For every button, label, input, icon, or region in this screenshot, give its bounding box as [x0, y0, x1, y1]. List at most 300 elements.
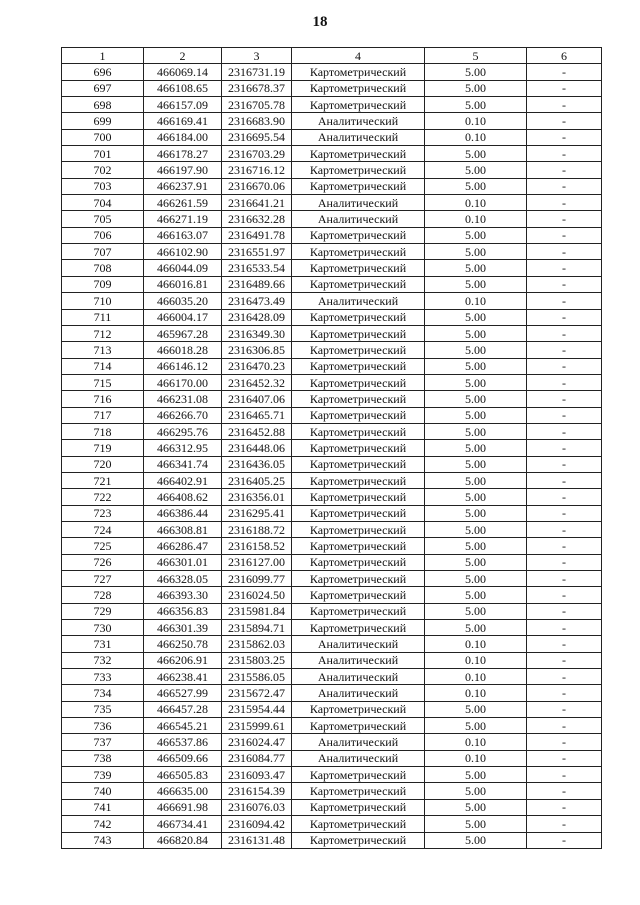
table-cell: -: [527, 538, 602, 554]
table-cell: 2315862.03: [222, 636, 292, 652]
table-cell: -: [527, 472, 602, 488]
table-cell: 722: [62, 489, 144, 505]
table-cell: Картометрический: [292, 374, 425, 390]
table-cell: 2316436.05: [222, 456, 292, 472]
table-cell: 5.00: [425, 374, 527, 390]
table-cell: Картометрический: [292, 260, 425, 276]
table-cell: -: [527, 80, 602, 96]
table-row: [62, 325, 602, 341]
table-cell: 5.00: [425, 162, 527, 178]
table-cell: Аналитический: [292, 685, 425, 701]
table-cell: 2316452.88: [222, 423, 292, 439]
table-cell: 0.10: [425, 113, 527, 129]
table-cell: 2316641.21: [222, 195, 292, 211]
table-cell: 2316452.32: [222, 374, 292, 390]
table-cell: 466250.78: [144, 636, 222, 652]
table-cell: 466069.14: [144, 64, 222, 80]
table-row: [62, 734, 602, 750]
table-cell: 2316632.28: [222, 211, 292, 227]
table-cell: -: [527, 162, 602, 178]
table-cell: 5.00: [425, 620, 527, 636]
table-cell: -: [527, 342, 602, 358]
table-row: [62, 227, 602, 243]
table-cell: 5.00: [425, 538, 527, 554]
table-cell: -: [527, 832, 602, 848]
column-header: 5: [425, 48, 527, 64]
table-row: [62, 718, 602, 734]
table-cell: 2315999.61: [222, 718, 292, 734]
table-cell: 5.00: [425, 407, 527, 423]
table-cell: 5.00: [425, 97, 527, 113]
table-row: [62, 309, 602, 325]
table-cell: Картометрический: [292, 587, 425, 603]
table-row: [62, 64, 602, 80]
table-cell: 5.00: [425, 244, 527, 260]
table-cell: 2315954.44: [222, 701, 292, 717]
table-cell: 466184.00: [144, 129, 222, 145]
table-cell: 2316465.71: [222, 407, 292, 423]
table-cell: 2316407.06: [222, 391, 292, 407]
table-cell: Аналитический: [292, 734, 425, 750]
table-cell: 2316470.23: [222, 358, 292, 374]
table-cell: 2316731.19: [222, 64, 292, 80]
table-cell: 466312.95: [144, 440, 222, 456]
table-cell: 721: [62, 472, 144, 488]
table-cell: 731: [62, 636, 144, 652]
table-row: [62, 97, 602, 113]
table-cell: 705: [62, 211, 144, 227]
table-cell: 466271.19: [144, 211, 222, 227]
table-row: [62, 472, 602, 488]
table-cell: Картометрический: [292, 783, 425, 799]
table-cell: Картометрический: [292, 358, 425, 374]
table-cell: 466169.41: [144, 113, 222, 129]
table-cell: 5.00: [425, 309, 527, 325]
table-cell: 730: [62, 620, 144, 636]
table-cell: 5.00: [425, 783, 527, 799]
table-cell: 466402.91: [144, 472, 222, 488]
table-row: [62, 244, 602, 260]
column-header: 2: [144, 48, 222, 64]
table-cell: Картометрический: [292, 244, 425, 260]
table-cell: Картометрический: [292, 162, 425, 178]
table-cell: 2316703.29: [222, 146, 292, 162]
table-cell: 710: [62, 293, 144, 309]
table-cell: 742: [62, 816, 144, 832]
table-cell: 5.00: [425, 816, 527, 832]
table-cell: 5.00: [425, 80, 527, 96]
table-cell: 738: [62, 750, 144, 766]
table-cell: 2316533.54: [222, 260, 292, 276]
table-row: [62, 832, 602, 848]
table-row: [62, 701, 602, 717]
table-body: [62, 64, 602, 849]
table-cell: -: [527, 227, 602, 243]
table-row: [62, 750, 602, 766]
table-cell: 466237.91: [144, 178, 222, 194]
table-cell: 741: [62, 799, 144, 815]
table-cell: 2315803.25: [222, 652, 292, 668]
table-cell: 716: [62, 391, 144, 407]
table-row: [62, 816, 602, 832]
table-cell: 727: [62, 571, 144, 587]
table-cell: -: [527, 636, 602, 652]
table-cell: 466537.86: [144, 734, 222, 750]
table-cell: 2316678.37: [222, 80, 292, 96]
table-cell: 2316024.50: [222, 587, 292, 603]
table-cell: 466035.20: [144, 293, 222, 309]
table-cell: -: [527, 309, 602, 325]
table-row: [62, 178, 602, 194]
table-cell: 714: [62, 358, 144, 374]
table-cell: 0.10: [425, 129, 527, 145]
table-cell: 726: [62, 554, 144, 570]
table-cell: 466341.74: [144, 456, 222, 472]
table-cell: 2316683.90: [222, 113, 292, 129]
table-cell: 719: [62, 440, 144, 456]
table-cell: -: [527, 816, 602, 832]
table-cell: Картометрический: [292, 603, 425, 619]
table-cell: Картометрический: [292, 80, 425, 96]
table-cell: 709: [62, 276, 144, 292]
table-cell: 713: [62, 342, 144, 358]
table-cell: 466266.70: [144, 407, 222, 423]
table-cell: 699: [62, 113, 144, 129]
table-cell: 2315981.84: [222, 603, 292, 619]
table-cell: 466044.09: [144, 260, 222, 276]
table-cell: -: [527, 521, 602, 537]
table-cell: 466018.28: [144, 342, 222, 358]
table-cell: 466016.81: [144, 276, 222, 292]
table-cell: -: [527, 750, 602, 766]
table-cell: Картометрический: [292, 472, 425, 488]
table-row: [62, 521, 602, 537]
table-cell: 466386.44: [144, 505, 222, 521]
table-cell: 696: [62, 64, 144, 80]
table-cell: 0.10: [425, 293, 527, 309]
column-header: 4: [292, 48, 425, 64]
table-cell: Картометрический: [292, 799, 425, 815]
table-cell: Аналитический: [292, 293, 425, 309]
table-row: [62, 423, 602, 439]
table-cell: Картометрический: [292, 456, 425, 472]
table-cell: 466146.12: [144, 358, 222, 374]
table-row: [62, 276, 602, 292]
table-cell: Картометрический: [292, 620, 425, 636]
table-cell: 466231.08: [144, 391, 222, 407]
table-cell: 0.10: [425, 750, 527, 766]
page-number: 18: [312, 14, 328, 30]
table-cell: Аналитический: [292, 669, 425, 685]
table-cell: 700: [62, 129, 144, 145]
table-cell: 466505.83: [144, 767, 222, 783]
table-row: [62, 358, 602, 374]
table-cell: 2316356.01: [222, 489, 292, 505]
table-cell: -: [527, 652, 602, 668]
table-cell: 720: [62, 456, 144, 472]
table-cell: 2316428.09: [222, 309, 292, 325]
table-cell: -: [527, 701, 602, 717]
table-cell: 466301.01: [144, 554, 222, 570]
table-cell: 2316306.85: [222, 342, 292, 358]
table-cell: 725: [62, 538, 144, 554]
table-cell: 5.00: [425, 276, 527, 292]
table-cell: 5.00: [425, 571, 527, 587]
table-cell: Картометрический: [292, 178, 425, 194]
table-cell: 466328.05: [144, 571, 222, 587]
table-cell: 466004.17: [144, 309, 222, 325]
table-cell: Картометрический: [292, 342, 425, 358]
table-cell: Аналитический: [292, 750, 425, 766]
table-cell: 466286.47: [144, 538, 222, 554]
table-cell: 702: [62, 162, 144, 178]
table-cell: -: [527, 178, 602, 194]
table-cell: 2315894.71: [222, 620, 292, 636]
table-cell: -: [527, 325, 602, 341]
table-cell: Аналитический: [292, 636, 425, 652]
table-cell: 0.10: [425, 211, 527, 227]
table-cell: 718: [62, 423, 144, 439]
table-cell: 717: [62, 407, 144, 423]
table-cell: 466691.98: [144, 799, 222, 815]
table-cell: Картометрический: [292, 146, 425, 162]
table-cell: 724: [62, 521, 144, 537]
table-cell: -: [527, 685, 602, 701]
table-row: [62, 129, 602, 145]
table-cell: 466545.21: [144, 718, 222, 734]
table-row: [62, 505, 602, 521]
table-cell: 5.00: [425, 701, 527, 717]
table-cell: 697: [62, 80, 144, 96]
table-cell: 5.00: [425, 440, 527, 456]
table-cell: 704: [62, 195, 144, 211]
table-cell: Аналитический: [292, 113, 425, 129]
table-cell: Картометрический: [292, 407, 425, 423]
table-cell: 5.00: [425, 521, 527, 537]
table-cell: 733: [62, 669, 144, 685]
table-cell: -: [527, 293, 602, 309]
table-cell: 2316076.03: [222, 799, 292, 815]
table-row: [62, 146, 602, 162]
table-cell: 5.00: [425, 178, 527, 194]
table-cell: 466635.00: [144, 783, 222, 799]
table-cell: 2316448.06: [222, 440, 292, 456]
table-cell: 0.10: [425, 195, 527, 211]
table-cell: Картометрический: [292, 832, 425, 848]
table-cell: -: [527, 211, 602, 227]
table-cell: 2316695.54: [222, 129, 292, 145]
table-row: [62, 669, 602, 685]
table-cell: 703: [62, 178, 144, 194]
table-cell: -: [527, 587, 602, 603]
table-cell: Картометрический: [292, 816, 425, 832]
table-cell: 466527.99: [144, 685, 222, 701]
table-cell: 2316024.47: [222, 734, 292, 750]
table-cell: -: [527, 505, 602, 521]
table-row: [62, 342, 602, 358]
table-cell: 466509.66: [144, 750, 222, 766]
table-cell: 2316131.48: [222, 832, 292, 848]
table-cell: Картометрический: [292, 718, 425, 734]
table-row: [62, 783, 602, 799]
table-cell: -: [527, 113, 602, 129]
table-cell: -: [527, 783, 602, 799]
table-cell: 5.00: [425, 505, 527, 521]
table-cell: 736: [62, 718, 144, 734]
table-row: [62, 652, 602, 668]
table-cell: 735: [62, 701, 144, 717]
table-cell: -: [527, 767, 602, 783]
table-row: [62, 767, 602, 783]
table-row: [62, 293, 602, 309]
table-cell: -: [527, 358, 602, 374]
table-cell: -: [527, 146, 602, 162]
table-cell: -: [527, 276, 602, 292]
table-cell: Картометрический: [292, 64, 425, 80]
table-cell: Картометрический: [292, 767, 425, 783]
table-cell: -: [527, 554, 602, 570]
table-cell: 712: [62, 325, 144, 341]
table-cell: 698: [62, 97, 144, 113]
table-cell: 466308.81: [144, 521, 222, 537]
table-cell: 466408.62: [144, 489, 222, 505]
table-cell: 466206.91: [144, 652, 222, 668]
coordinates-table: [61, 47, 602, 849]
table-cell: 2316491.78: [222, 227, 292, 243]
table-cell: 5.00: [425, 423, 527, 439]
table-row: [62, 407, 602, 423]
column-header: 1: [62, 48, 144, 64]
table-cell: Картометрический: [292, 701, 425, 717]
table-cell: 466108.65: [144, 80, 222, 96]
table-cell: 5.00: [425, 832, 527, 848]
table-cell: 466393.30: [144, 587, 222, 603]
table-row: [62, 538, 602, 554]
table-cell: 465967.28: [144, 325, 222, 341]
table-cell: Картометрический: [292, 276, 425, 292]
table-cell: 5.00: [425, 64, 527, 80]
table-cell: 0.10: [425, 734, 527, 750]
table-row: [62, 456, 602, 472]
table-cell: -: [527, 440, 602, 456]
table-cell: 466301.39: [144, 620, 222, 636]
table-cell: 2316094.42: [222, 816, 292, 832]
table-cell: -: [527, 423, 602, 439]
table-cell: 5.00: [425, 489, 527, 505]
table-cell: 466734.41: [144, 816, 222, 832]
table-cell: Картометрический: [292, 554, 425, 570]
table-cell: 5.00: [425, 799, 527, 815]
table-cell: 466170.00: [144, 374, 222, 390]
table-cell: 708: [62, 260, 144, 276]
table-cell: 466178.27: [144, 146, 222, 162]
table-row: [62, 571, 602, 587]
table-cell: 739: [62, 767, 144, 783]
table-cell: -: [527, 407, 602, 423]
table-cell: -: [527, 374, 602, 390]
table-cell: 2316295.41: [222, 505, 292, 521]
table-cell: 711: [62, 309, 144, 325]
table-cell: -: [527, 129, 602, 145]
table-cell: 466295.76: [144, 423, 222, 439]
table-row: [62, 162, 602, 178]
table-row: [62, 195, 602, 211]
table-cell: 743: [62, 832, 144, 848]
table-cell: 2316473.49: [222, 293, 292, 309]
table-cell: -: [527, 669, 602, 685]
table-cell: 2316489.66: [222, 276, 292, 292]
table-cell: Картометрический: [292, 423, 425, 439]
table-cell: 715: [62, 374, 144, 390]
table-header-row: [62, 48, 602, 64]
table-cell: 2316670.06: [222, 178, 292, 194]
table-cell: -: [527, 97, 602, 113]
table-cell: 466197.90: [144, 162, 222, 178]
table-cell: 466157.09: [144, 97, 222, 113]
table-cell: 0.10: [425, 636, 527, 652]
table-cell: 466261.59: [144, 195, 222, 211]
table-cell: 2316349.30: [222, 325, 292, 341]
table-cell: 706: [62, 227, 144, 243]
table-row: [62, 440, 602, 456]
table-cell: -: [527, 620, 602, 636]
table-cell: -: [527, 734, 602, 750]
table-cell: 5.00: [425, 227, 527, 243]
table-cell: -: [527, 718, 602, 734]
table-cell: Картометрический: [292, 505, 425, 521]
table-cell: -: [527, 391, 602, 407]
table-cell: Аналитический: [292, 129, 425, 145]
table-row: [62, 374, 602, 390]
table-cell: -: [527, 260, 602, 276]
table-cell: 2315672.47: [222, 685, 292, 701]
table-cell: 2316154.39: [222, 783, 292, 799]
table-cell: -: [527, 456, 602, 472]
table-cell: 2316084.77: [222, 750, 292, 766]
table-cell: 740: [62, 783, 144, 799]
table-row: [62, 620, 602, 636]
table-cell: Картометрический: [292, 227, 425, 243]
table-cell: 2316551.97: [222, 244, 292, 260]
table-cell: 2316188.72: [222, 521, 292, 537]
table-row: [62, 799, 602, 815]
table-cell: Картометрический: [292, 391, 425, 407]
table-cell: 2315586.05: [222, 669, 292, 685]
table-row: [62, 603, 602, 619]
table-cell: 466238.41: [144, 669, 222, 685]
table-cell: 466163.07: [144, 227, 222, 243]
table-cell: 2316716.12: [222, 162, 292, 178]
table-cell: -: [527, 64, 602, 80]
table-cell: 5.00: [425, 554, 527, 570]
table-cell: 0.10: [425, 669, 527, 685]
table-cell: 732: [62, 652, 144, 668]
table-cell: 723: [62, 505, 144, 521]
table-cell: 728: [62, 587, 144, 603]
table-row: [62, 113, 602, 129]
table-cell: 466457.28: [144, 701, 222, 717]
table-cell: 5.00: [425, 342, 527, 358]
table-cell: Картометрический: [292, 309, 425, 325]
table-cell: 5.00: [425, 718, 527, 734]
table-row: [62, 211, 602, 227]
table-cell: 5.00: [425, 260, 527, 276]
table-cell: 2316127.00: [222, 554, 292, 570]
table-cell: 5.00: [425, 146, 527, 162]
table-cell: Аналитический: [292, 195, 425, 211]
table-cell: -: [527, 603, 602, 619]
table-cell: 707: [62, 244, 144, 260]
